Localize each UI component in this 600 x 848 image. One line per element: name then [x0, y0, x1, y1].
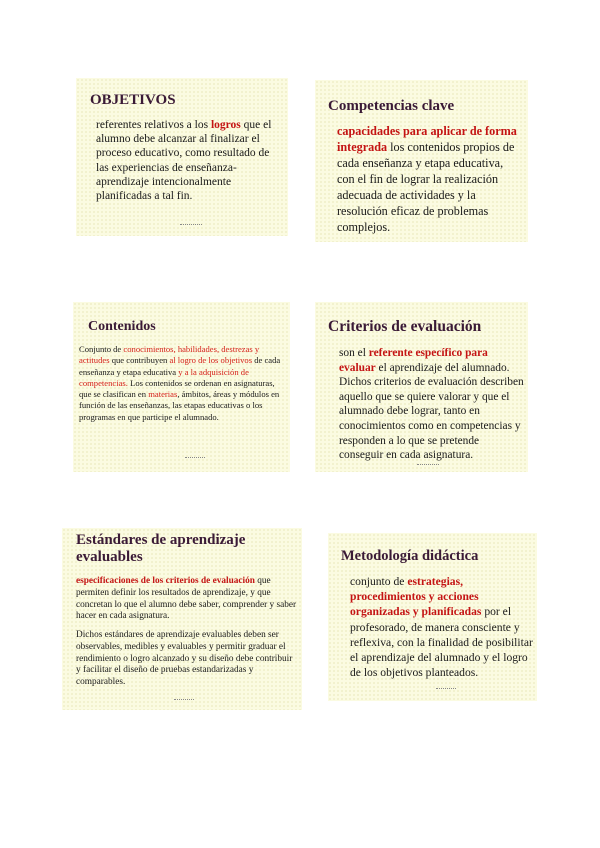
highlight-text: conocimientos, habilidades, destrezas y actitudes: [79, 344, 260, 366]
slide-criterios: [315, 302, 528, 472]
slide-body: capacidades para aplicar de forma integrada los contenidos propios de cada enseñanza y etapa educativa, con el fin de lograr la realización adecuada de actividades y la resolución eficaz de problemas complejos.: [337, 124, 517, 234]
slide-body: especificaciones de los criterios de evaluación que permiten definir los resultados de aprendizaje, y que concretan lo que el alumno debe saber, comprender y saber hacer en cada asignatura.: [76, 576, 297, 622]
highlight-text: al logro de los objetivos: [169, 355, 253, 366]
highlight-text: logros: [210, 119, 241, 131]
slide-title: Competencias clave: [328, 98, 455, 114]
slide-title: OBJETIVOS: [90, 92, 176, 108]
slide-objetivos: [76, 78, 288, 236]
slide-footer: [436, 688, 456, 690]
slide-footer: [417, 464, 439, 466]
slide-body: son el referente específico para evaluar el aprendizaje del alumnado. Dichos criterios de evaluación describen aquello que se quiere valorar y que el alumnado debe lograr, tanto en conocimientos como en competencias y responden a lo que se pretende conseguir en cada asignatura.: [339, 347, 524, 462]
slide-estandares: [62, 528, 302, 710]
highlight-text: estrategias, procedimientos y acciones organizadas y planificadas: [350, 575, 482, 619]
slide-metodologia: [328, 533, 537, 701]
highlight-text: y a la adquisición de competencias.: [79, 366, 249, 388]
slide-title: Contenidos: [88, 319, 156, 334]
slide-body: conjunto de estrategias, procedimientos y acciones organizadas y planificadas por el profesorado, de manera consciente y reflexiva, con la finalidad de posibilitar el aprendizaje del alumnado y el logro de los objetivos planteados.: [350, 575, 533, 680]
slide-body: referentes relativos a los logros que el alumno debe alcanzar al finalizar el proceso educativo, como resultado de las experiencias de enseñanza-aprendizaje intencionalmente planificadas a tal fin.: [96, 119, 272, 203]
highlight-text: materias: [148, 389, 178, 400]
slide-title: Criterios de evaluación: [328, 318, 482, 335]
slide-footer: [174, 699, 194, 701]
slide-competencias: [315, 80, 528, 242]
highlight-text: capacidades para aplicar de forma integrada: [337, 124, 517, 154]
slide-body: Conjunto de conocimientos, habilidades, destrezas y actitudes que contribuyen al logro de los objetivos de cada enseñanza y etapa educativa y a la adquisición de competencias. Los contenidos se ordenan en asignaturas, que se clasifican en materias, ámbitos, áreas y módulos en función de las enseñanzas, las etapas educativas o los programas en que participe el alumnado.: [79, 344, 281, 422]
slide-body-paragraph: Dichos estándares de aprendizaje evaluables deben ser observables, medibles y evaluables y permitir graduar el rendimiento o logro alcanzado y su diseño debe contribuir y facilitar el diseño de pruebas estandarizadas y comparables.: [76, 630, 293, 688]
highlight-text: referente específico para evaluar: [339, 347, 488, 374]
slide-footer: [180, 224, 202, 226]
slide-footer: [185, 457, 205, 459]
highlight-text: especificaciones de los criterios de evaluación: [76, 576, 255, 586]
slide-title: Estándares de aprendizaje evaluables: [76, 532, 246, 565]
slide-title: Metodología didáctica: [341, 548, 479, 564]
slide-contenidos: [73, 302, 290, 472]
